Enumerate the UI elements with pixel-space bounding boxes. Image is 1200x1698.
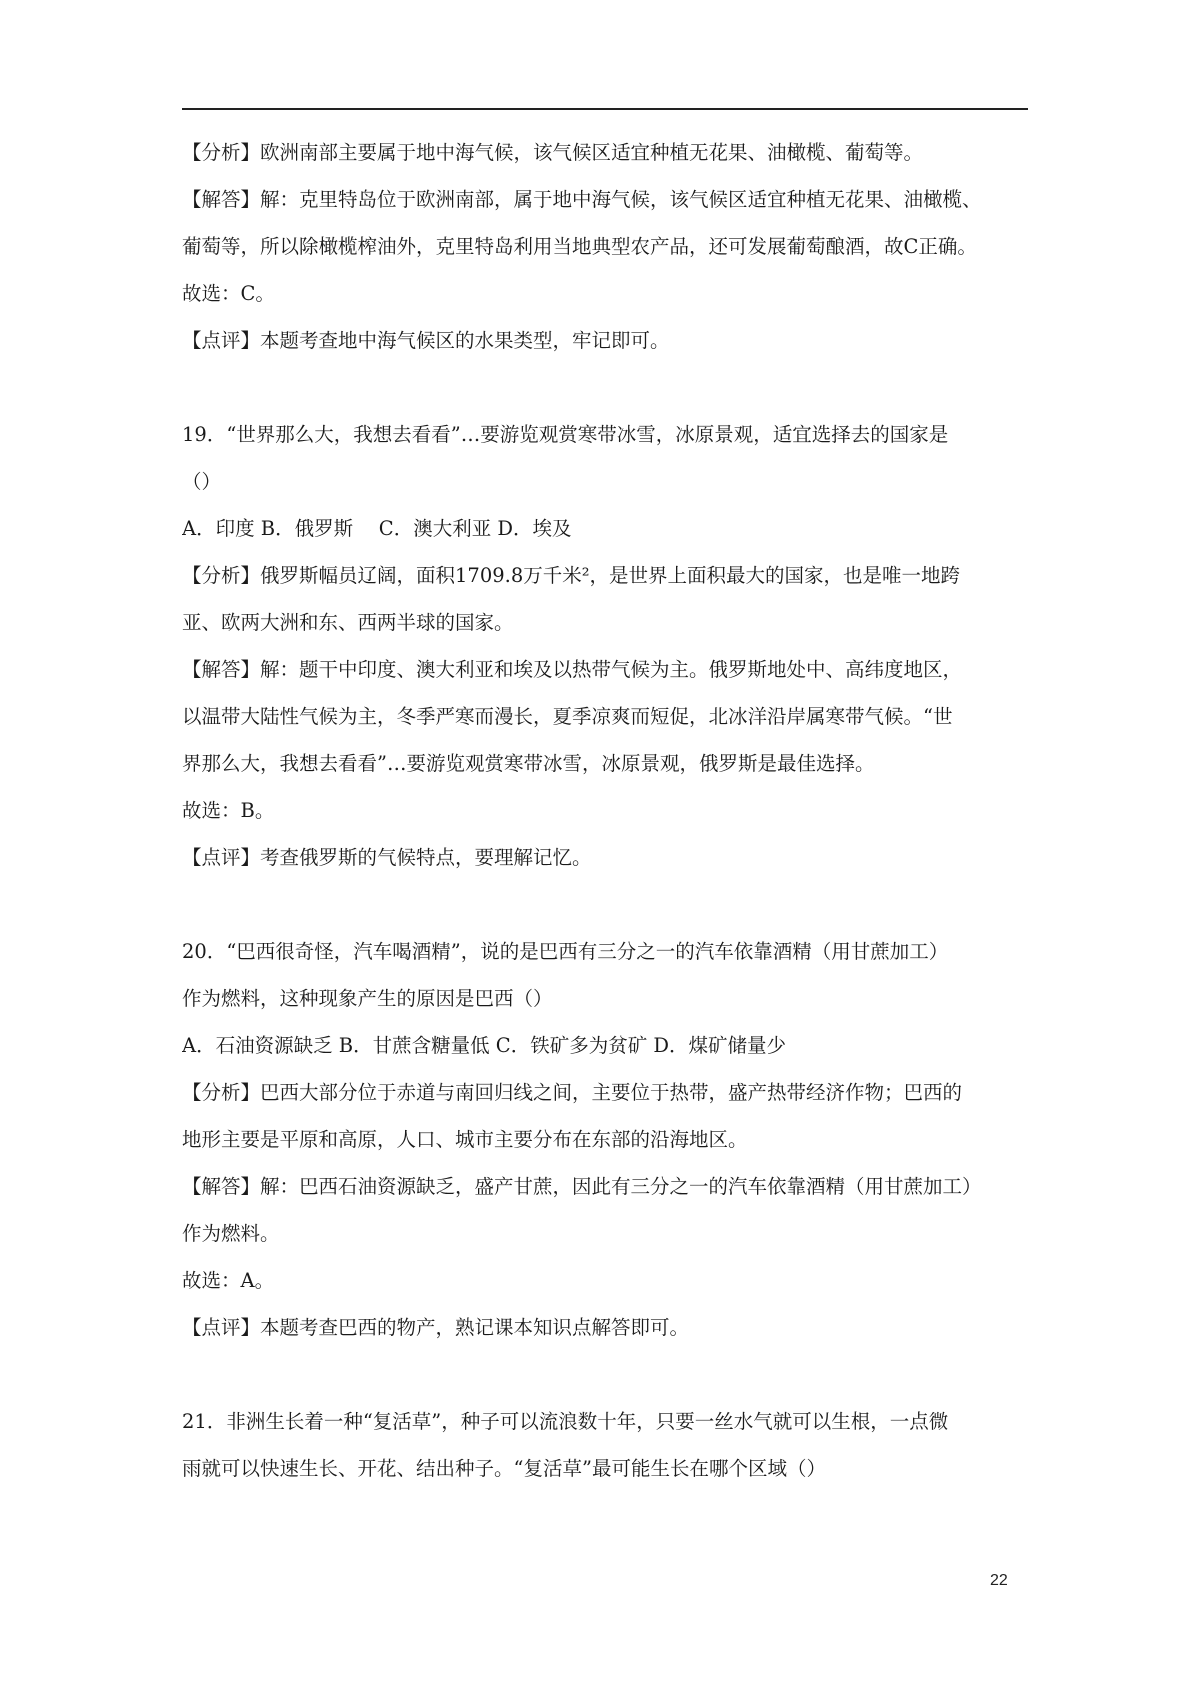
question-stem: 19．“世界那么大，我想去看看”…要游览观赏寒带冰雪，冰原景观，适宜选择去的国家是 bbox=[182, 423, 949, 446]
question-stem: 雨就可以快速生长、开花、结出种子。“复活草”最可能生长在哪个区域（） bbox=[182, 1457, 826, 1480]
answer-options: A．石油资源缺乏 B．甘蔗含糖量低 C．铁矿多为贫矿 D．煤矿储量少 bbox=[182, 1034, 787, 1057]
text-line: 【分析】巴西大部分位于赤道与南回归线之间，主要位于热带，盛产热带经济作物；巴西的 bbox=[182, 1081, 963, 1104]
text-line: 作为燃料。 bbox=[182, 1222, 280, 1245]
text-line: 【点评】本题考查巴西的物产，熟记课本知识点解答即可。 bbox=[182, 1316, 690, 1339]
text-line: 亚、欧两大洲和东、西两半球的国家。 bbox=[182, 611, 514, 634]
text-line: 【解答】解：巴西石油资源缺乏，盛产甘蔗，因此有三分之一的汽车依靠酒精（用甘蔗加工） bbox=[182, 1175, 982, 1198]
block-q18-solution bbox=[182, 140, 1028, 353]
question-stem: 作为燃料，这种现象产生的原因是巴西（） bbox=[182, 987, 553, 1010]
text-line: 界那么大，我想去看看”…要游览观赏寒带冰雪，冰原景观，俄罗斯是最佳选择。 bbox=[182, 752, 875, 775]
text-line: 【解答】解：克里特岛位于欧洲南部，属于地中海气候，该气候区适宜种植无花果、油橄榄、 bbox=[182, 188, 982, 211]
block-question-20 bbox=[182, 939, 1028, 1340]
question-stem: 21．非洲生长着一种“复活草”，种子可以流浪数十年，只要一丝水气就可以生根，一点微 bbox=[182, 1410, 949, 1433]
text-line: 故选：C。 bbox=[182, 282, 275, 305]
text-line: 【点评】本题考查地中海气候区的水果类型，牢记即可。 bbox=[182, 329, 670, 352]
question-stem: 20．“巴西很奇怪，汽车喝酒精”，说的是巴西有三分之一的汽车依靠酒精（用甘蔗加工） bbox=[182, 940, 949, 963]
text-line: 【点评】考查俄罗斯的气候特点，要理解记忆。 bbox=[182, 846, 592, 869]
page-number: 22 bbox=[990, 1572, 1008, 1589]
text-line: 以温带大陆性气候为主，冬季严寒而漫长，夏季凉爽而短促，北冰洋沿岸属寒带气候。“世 bbox=[182, 705, 953, 728]
text-line: 【分析】欧洲南部主要属于地中海气候，该气候区适宜种植无花果、油橄榄、葡萄等。 bbox=[182, 141, 924, 164]
text-line: 【解答】解：题干中印度、澳大利亚和埃及以热带气候为主。俄罗斯地处中、高纬度地区， bbox=[182, 658, 963, 681]
header-rule bbox=[182, 108, 1028, 110]
block-question-19 bbox=[182, 422, 1028, 870]
text-line: 地形主要是平原和高原，人口、城市主要分布在东部的沿海地区。 bbox=[182, 1128, 748, 1151]
text-line: 故选：B。 bbox=[182, 799, 275, 822]
question-stem: （） bbox=[182, 470, 222, 493]
answer-options: A．印度 B．俄罗斯 C．澳大利亚 D．埃及 bbox=[182, 517, 572, 540]
text-line: 【分析】俄罗斯幅员辽阔，面积1709.8万千米²，是世界上面积最大的国家，也是唯一地跨 bbox=[182, 564, 961, 587]
text-line: 葡萄等，所以除橄榄榨油外，克里特岛利用当地典型农产品，还可发展葡萄酿酒，故C正确。 bbox=[182, 235, 977, 258]
document-body bbox=[182, 140, 1028, 1503]
block-question-21 bbox=[182, 1409, 1028, 1481]
text-line: 故选：A。 bbox=[182, 1269, 275, 1292]
